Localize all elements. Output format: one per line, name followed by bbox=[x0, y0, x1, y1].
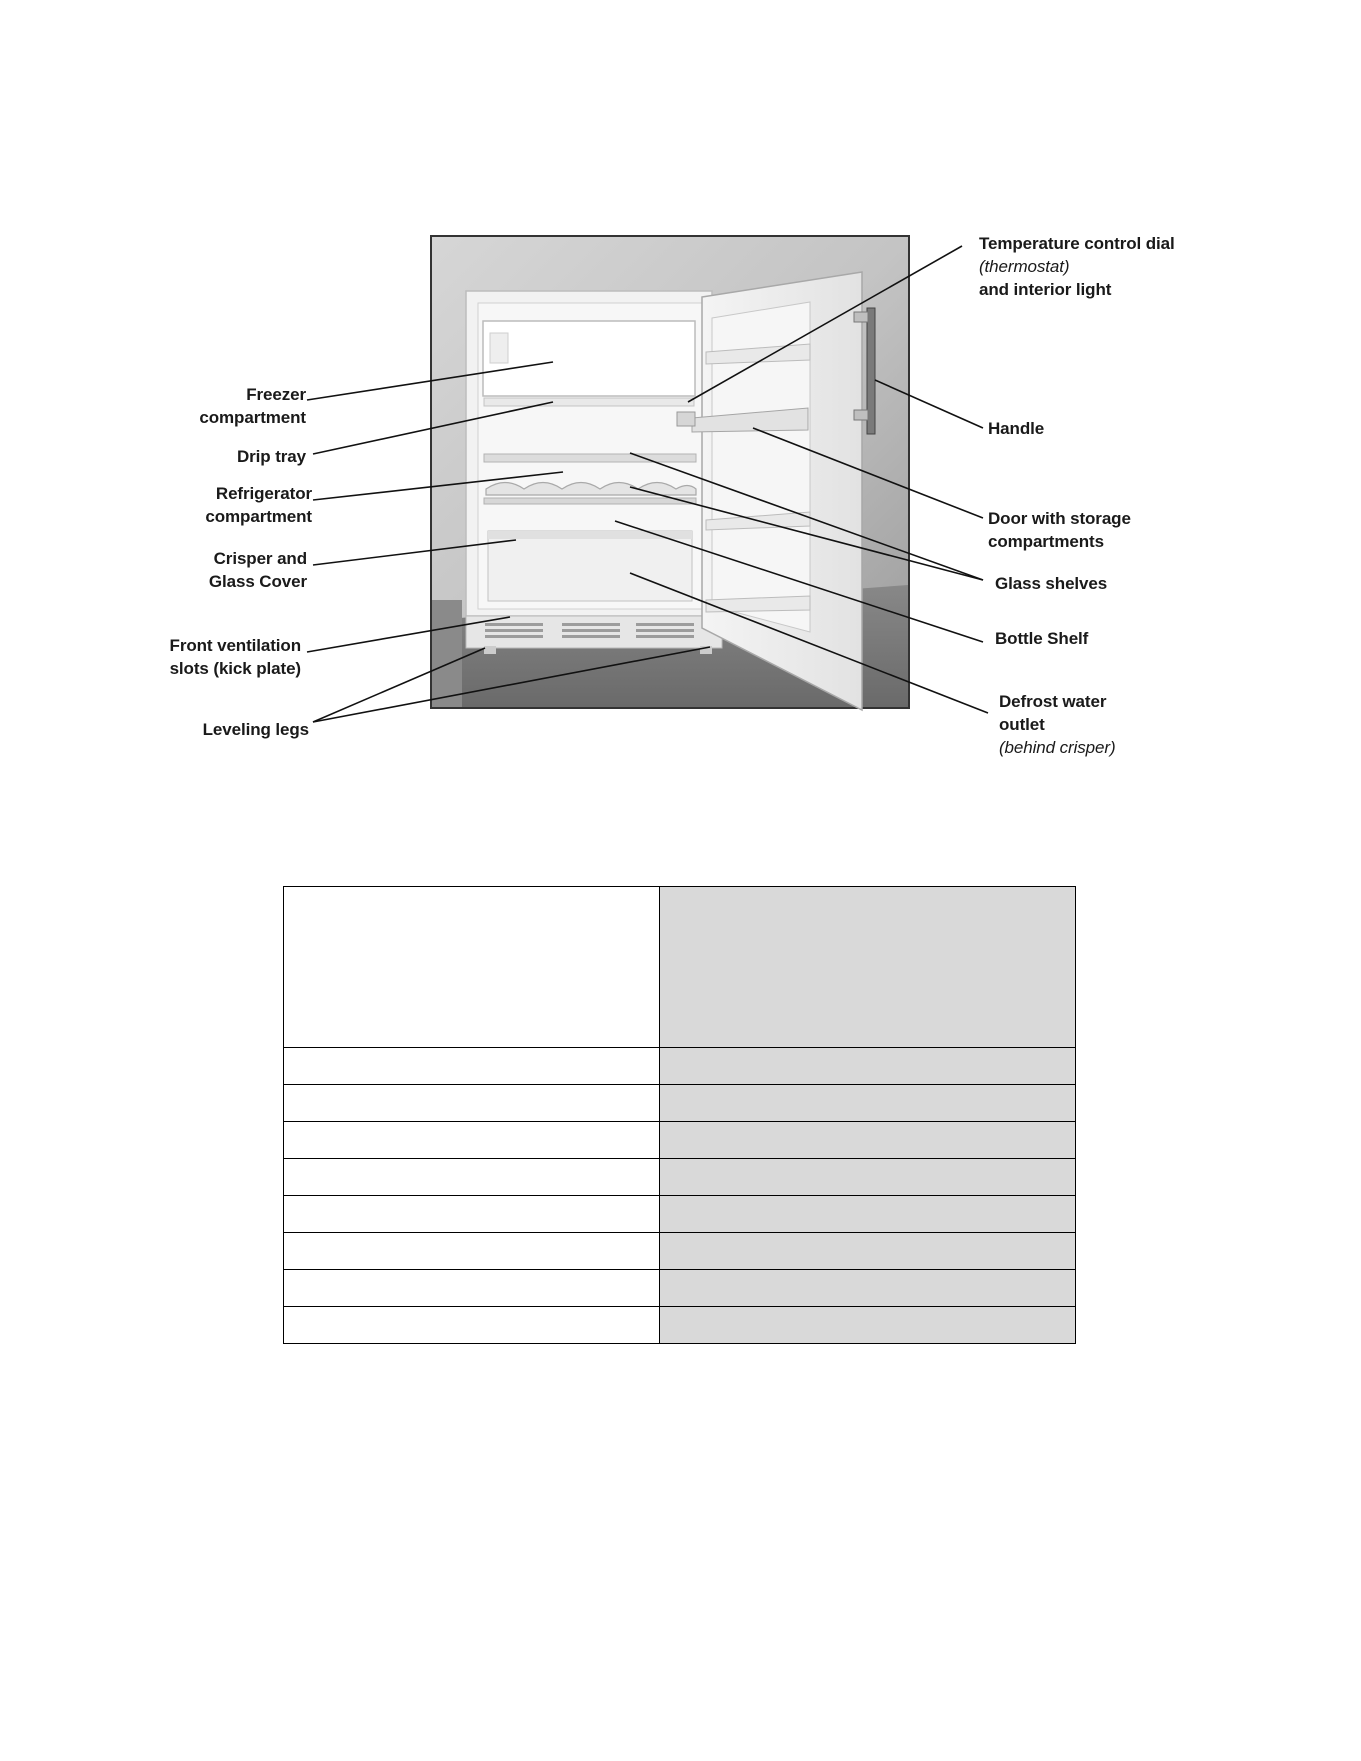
table-cell bbox=[660, 1122, 1076, 1159]
table-cell bbox=[660, 1307, 1076, 1344]
label-drip-tray bbox=[237, 445, 306, 468]
table-cell bbox=[284, 887, 660, 1048]
label-drip-tray-line-1: Drip tray bbox=[236, 447, 306, 466]
label-freezer-line-1: Freezer bbox=[246, 385, 306, 404]
table-cell bbox=[284, 1233, 660, 1270]
table-row bbox=[284, 1048, 1076, 1085]
table-row bbox=[284, 1122, 1076, 1159]
table-row bbox=[284, 1270, 1076, 1307]
table-cell bbox=[660, 1196, 1076, 1233]
label-door-line-2: compartments bbox=[988, 532, 1104, 551]
label-freezer-line-2: compartment bbox=[199, 408, 306, 427]
label-handle-line-1: Handle bbox=[988, 419, 1045, 438]
label-door-line-1: Door with storage bbox=[988, 509, 1131, 528]
label-refrigerator-compartment bbox=[205, 482, 312, 528]
label-defrost-line-1: Defrost water bbox=[999, 692, 1107, 711]
table-row bbox=[284, 1196, 1076, 1233]
label-temperature-control bbox=[979, 232, 1175, 301]
table-row bbox=[284, 1159, 1076, 1196]
label-front-ventilation bbox=[170, 634, 301, 680]
label-glass-shelves bbox=[995, 572, 1107, 595]
label-bottle-shelf-line-1: Bottle Shelf bbox=[995, 629, 1089, 648]
refrigerator-photo bbox=[431, 236, 909, 710]
label-leveling-line-1: Leveling legs bbox=[202, 720, 309, 739]
table-cell bbox=[660, 887, 1076, 1048]
table-cell bbox=[284, 1159, 660, 1196]
table-cell bbox=[284, 1122, 660, 1159]
table-cell bbox=[660, 1270, 1076, 1307]
label-handle bbox=[988, 417, 1044, 440]
table-cell bbox=[284, 1085, 660, 1122]
label-refrigerator-line-1: Refrigerator bbox=[215, 484, 312, 503]
label-glass-shelves-line-1: Glass shelves bbox=[995, 574, 1108, 593]
label-ventilation-line-2: slots (kick plate) bbox=[169, 659, 301, 678]
label-freezer-compartment bbox=[199, 383, 306, 429]
table-row bbox=[284, 887, 1076, 1048]
label-defrost-water-outlet bbox=[999, 690, 1116, 759]
table-cell bbox=[660, 1085, 1076, 1122]
label-defrost-line-3: (behind crisper) bbox=[999, 738, 1116, 757]
table-row bbox=[284, 1233, 1076, 1270]
label-temperature-line-3: and interior light bbox=[979, 280, 1112, 299]
label-defrost-line-2: outlet bbox=[999, 715, 1045, 734]
label-ventilation-line-1: Front ventilation bbox=[169, 636, 301, 655]
label-refrigerator-line-2: compartment bbox=[205, 507, 312, 526]
table-row bbox=[284, 1085, 1076, 1122]
label-temperature-line-2: (thermostat) bbox=[979, 257, 1070, 276]
label-leveling-legs bbox=[203, 718, 309, 741]
label-door-storage bbox=[988, 507, 1131, 553]
parts-table bbox=[283, 886, 1076, 1344]
table-cell bbox=[284, 1196, 660, 1233]
table-cell bbox=[660, 1048, 1076, 1085]
table-cell bbox=[660, 1159, 1076, 1196]
label-crisper-line-2: Glass Cover bbox=[208, 572, 307, 591]
table-cell bbox=[284, 1270, 660, 1307]
label-crisper-glass-cover bbox=[209, 547, 307, 593]
table-cell bbox=[660, 1233, 1076, 1270]
label-bottle-shelf bbox=[995, 627, 1088, 650]
label-temperature-line-1: Temperature control dial bbox=[979, 234, 1175, 253]
label-crisper-line-1: Crisper and bbox=[213, 549, 307, 568]
table-row bbox=[284, 1307, 1076, 1344]
table-cell bbox=[284, 1307, 660, 1344]
table-cell bbox=[284, 1048, 660, 1085]
